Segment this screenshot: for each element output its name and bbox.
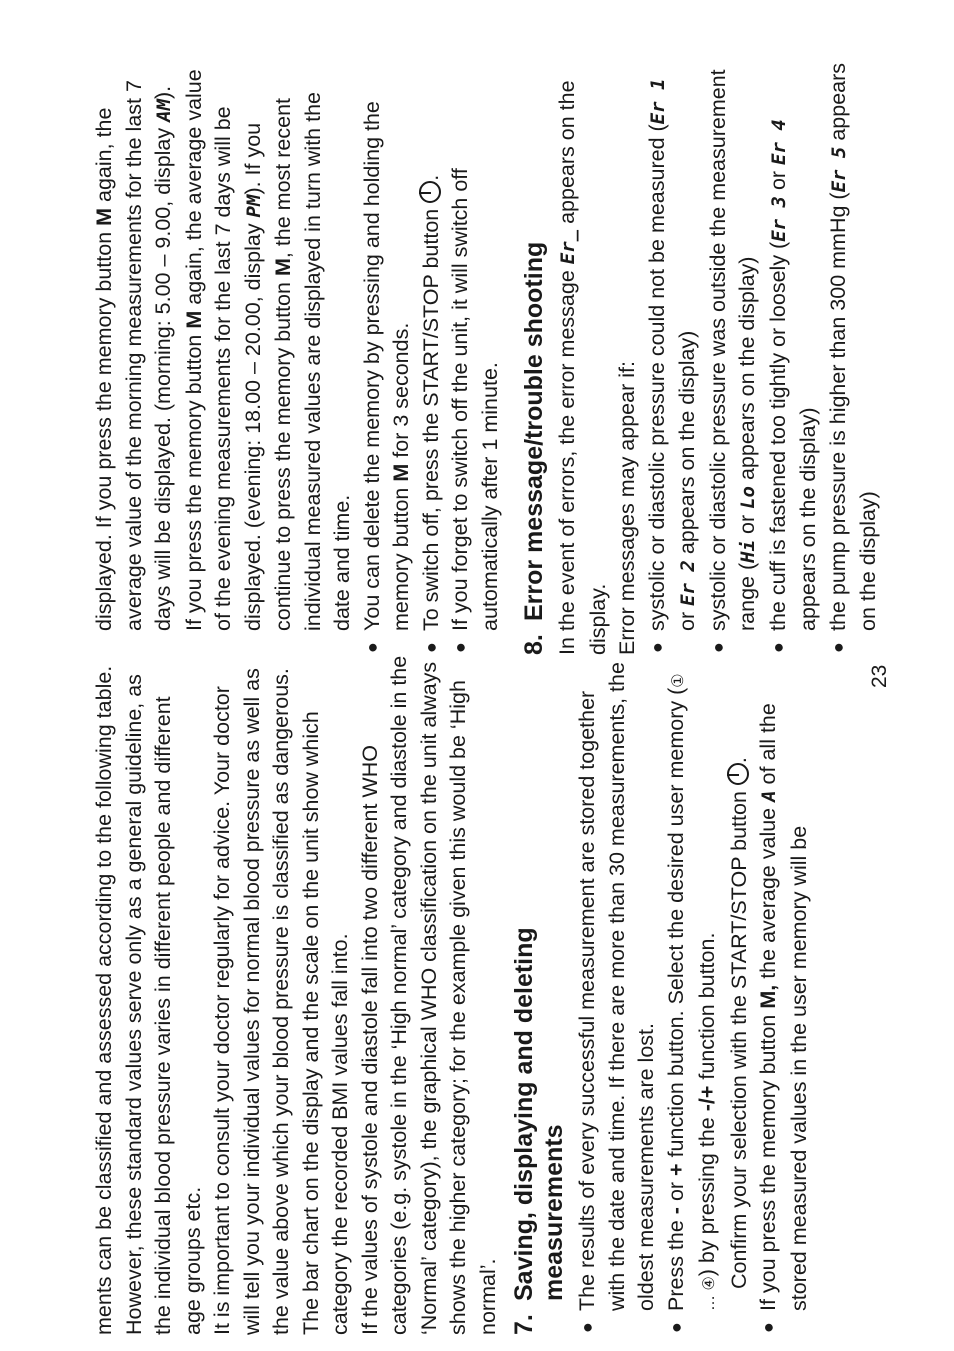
power-icon xyxy=(727,763,749,785)
text: or xyxy=(675,605,699,631)
section-8-number: 8. xyxy=(520,634,548,655)
am-display-symbol: AM xyxy=(153,98,175,122)
bullet-icon: ● xyxy=(758,1322,778,1333)
paragraph-morning-average xyxy=(90,55,180,655)
bullet-icon: ● xyxy=(646,642,667,653)
text: If you forget to switch off the unit, it will switch off automatically after 1 minute. xyxy=(448,168,502,631)
text: systolic or diastolic pressure could not be measured ( xyxy=(644,124,669,631)
memory-button-label: M xyxy=(92,207,116,226)
text: You can delete the memory by pressing and holding the memory button xyxy=(359,101,413,631)
text: appears on the display) xyxy=(796,407,820,631)
list-item xyxy=(573,655,662,1335)
hi-display-symbol: Hi xyxy=(737,539,759,563)
paragraph-error-conditions: Error messages may appear if: xyxy=(615,361,639,655)
text: function button. xyxy=(695,932,719,1086)
memory-button-label: M xyxy=(271,258,295,277)
right-column xyxy=(90,0,884,655)
bullet-storage: The results of every successful measurement are stored together with the date and time. If there are more than 30 measurements, the oldest measurements are lost. xyxy=(575,662,658,1311)
minus-button-label: - xyxy=(663,1207,688,1215)
list-item xyxy=(446,55,505,655)
paragraph-error-intro xyxy=(553,55,613,655)
text: ). If you continue to press the memory button xyxy=(240,122,295,631)
error-code: Er 5 xyxy=(827,146,850,193)
text: appears on the display) xyxy=(735,256,759,487)
lo-display-symbol: Lo xyxy=(737,486,759,509)
text: ) by pressing the xyxy=(695,1111,719,1277)
section-7-number: 7. xyxy=(510,1314,538,1335)
text: systolic or diastolic pressure was outside the measurement range ( xyxy=(705,69,759,631)
average-display-symbol: A xyxy=(758,790,780,802)
text: displayed. If you press the memory button xyxy=(92,225,116,631)
list-item xyxy=(662,655,755,1335)
section-8-heading xyxy=(519,55,549,655)
bullet-icon: ● xyxy=(665,1322,686,1333)
list-item xyxy=(754,655,814,1335)
bullet-icon: ● xyxy=(420,642,441,653)
text: for 3 seconds. xyxy=(389,322,413,464)
paragraph-guideline: However, these standard values serve only as a general guideline, as the individual blood pressure varies in different people and different age groups etc. xyxy=(121,674,205,1335)
memory-list xyxy=(358,55,506,655)
paragraph-classification: ments can be classified and assessed according to the following table. xyxy=(92,665,116,1335)
text: ). xyxy=(151,85,175,99)
power-icon xyxy=(419,181,441,203)
bullet-icon: ● xyxy=(361,642,382,653)
bullet-icon: ● xyxy=(767,642,788,653)
text: the cuff is fastened too tightly or loosely ( xyxy=(765,241,790,631)
text: again, the average value of the evening measurements for the last 7 days will be displayed. (evening: 18.00 – 20.00, display xyxy=(181,69,265,631)
paragraph-evening-average xyxy=(180,55,358,655)
text: or xyxy=(663,1175,688,1208)
bullet-icon: ● xyxy=(827,642,848,653)
text: appears on the display) xyxy=(825,62,880,631)
text: or xyxy=(735,508,759,540)
paragraph-bar-chart: The bar chart on the display and the scale on the unit show which category the recorded BMI values fall into. xyxy=(298,711,352,1335)
section-7-list xyxy=(573,655,814,1335)
text: of all the stored measured values in the user memory will be xyxy=(756,703,811,1311)
section-8-title: Error message/trouble shooting xyxy=(520,241,548,621)
list-item: ● To switch off, press the START/STOP button . xyxy=(417,55,447,655)
section-7-title-a: Saving, displaying and deleting xyxy=(510,927,538,1301)
confirm-line: Confirm your selection with the START/STOP button . xyxy=(726,757,751,1289)
text: In the event of errors, the error message xyxy=(555,264,579,655)
memory-button-label: M xyxy=(389,463,413,482)
text: Press the xyxy=(663,1214,688,1311)
plus-button-label: + xyxy=(663,1163,688,1176)
error-code: Er 3 xyxy=(767,196,790,242)
left-column xyxy=(90,655,814,1335)
list-item xyxy=(358,55,417,655)
error-list xyxy=(643,55,884,655)
list-item xyxy=(643,55,704,655)
text: appears on the display) xyxy=(675,330,699,561)
bullet-icon: ● xyxy=(450,642,470,653)
memory-button-label: M xyxy=(181,310,206,329)
list-item xyxy=(764,55,824,655)
text: the average value xyxy=(756,801,780,985)
bullet-icon: ● xyxy=(707,642,728,653)
text: or xyxy=(765,164,790,197)
error-display-symbol: Er_ xyxy=(557,229,579,265)
text: function button. Select the desired user memory ( xyxy=(663,687,688,1164)
text: To switch off, press the START/STOP button xyxy=(418,208,443,631)
list-item xyxy=(704,55,764,655)
memory-button-label: M, xyxy=(756,984,780,1009)
user-memory-icon: ① … ④ xyxy=(669,673,718,1311)
page-number: 23 xyxy=(868,664,891,688)
text: If you press the memory button xyxy=(756,1008,780,1311)
text: again, the average value of the morning measurements for the last 7 days will be displayed. (morning: 5.00 – 9.00, display xyxy=(92,80,175,631)
text: If you press the memory button xyxy=(181,328,206,631)
list-item xyxy=(824,55,884,655)
error-code: Er 2 xyxy=(677,560,699,606)
text: Confirm your selection with the START/STOP button xyxy=(726,791,751,1289)
minus-plus-button-label: -/+ xyxy=(695,1085,719,1112)
bullet-icon: ● xyxy=(577,1322,597,1333)
text: appears on the display. xyxy=(555,80,610,655)
text: the pump pressure is higher than 300 mmHg ( xyxy=(825,192,850,631)
section-7-title-b: measurements xyxy=(540,1124,568,1301)
text: , the most recent individual measured values are displayed in turn with the date and time. xyxy=(271,91,354,631)
pm-display-symbol: PM xyxy=(242,194,265,218)
error-code: Er 4 xyxy=(767,119,790,165)
paragraph-consult-doctor: It is important to consult your doctor regularly for advice. Your doctor will tell you your individual values for normal blood pressure as well as the value above which your blood pressure is classified as dangerous. xyxy=(210,668,293,1335)
paragraph-who-categories: If the values of systole and diastole fall into two different WHO categories (e.g. systole in the ‘High normal’ category and diastole in the ‘Normal’ category), the graphical WHO classification on the unit always shows the higher category; for the example given this would be ‘High normal’. xyxy=(357,655,500,1335)
section-7-heading xyxy=(509,655,569,1335)
error-code: Er 1 xyxy=(646,78,669,125)
